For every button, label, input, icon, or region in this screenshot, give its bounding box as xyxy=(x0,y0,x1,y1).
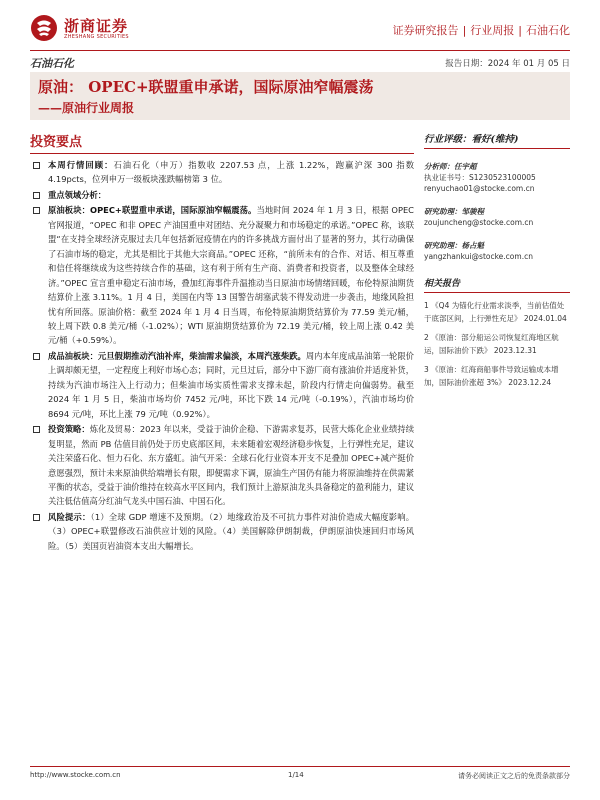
assistant-name: 研究助理：杨占魁 xyxy=(424,241,484,250)
analyst-block xyxy=(424,161,570,194)
related-report-number: 2 xyxy=(424,333,429,342)
bullet-label: 本周行情回顾： xyxy=(48,160,114,170)
bullet-crude-oil xyxy=(30,203,414,348)
assistant-block xyxy=(424,240,570,262)
related-report-date: 2024.01.04 xyxy=(523,314,567,323)
investment-summary xyxy=(30,131,414,554)
report-subtitle: ——原油行业周报 xyxy=(38,101,135,115)
related-report-title: 《Q4 为锚化行业需求淡季，当前估值处于底部区间，上行弹性充足》 xyxy=(424,301,565,323)
bullet-text: （1）全球 GDP 增速不及预期。（2）地缘政治及不可抗力事件对油价造成大幅度影响。（3）OPEC+联盟修改石油供应计划的风险。（4）美国解除伊朗制裁，伊朗原油快速回归市场风险。（5）美国页岩油资本支出大幅增长。 xyxy=(48,511,414,551)
bullet-label: 投资策略： xyxy=(48,424,90,435)
report-title: 原油： OPEC+联盟重申承诺，国际原油窄幅震荡 xyxy=(38,78,374,96)
header-tags xyxy=(393,22,570,38)
bullet-box-icon xyxy=(33,426,40,433)
related-report-title: 《原油：部分船运公司恢复红海地区航运，国际油价下跌》 xyxy=(424,333,559,355)
bullet-box-icon xyxy=(33,162,40,169)
related-report-item[interactable] xyxy=(424,331,570,357)
page-number: 1/14 xyxy=(288,771,304,779)
brand-name: 浙商证券 xyxy=(64,17,129,35)
bullet-refined-oil xyxy=(30,349,414,421)
bullet-label: 原油板块：OPEC+联盟重申承诺，国际原油窄幅震荡。 xyxy=(48,205,257,216)
assistant-name: 研究助理：邹骏程 xyxy=(424,207,484,216)
footer-divider xyxy=(30,766,570,767)
bullet-market-review xyxy=(30,158,414,187)
header-divider xyxy=(30,50,570,51)
footer-disclaimer: 请务必阅读正文之后的免责条款部分 xyxy=(458,772,570,780)
investment-heading: 投资要点 xyxy=(30,135,83,150)
brand-name-en: ZHESHANG SECURITIES xyxy=(64,34,129,40)
title-banner xyxy=(30,72,570,120)
related-report-number: 3 xyxy=(424,365,429,374)
assistant-block xyxy=(424,206,570,228)
bullet-text: 当地时间 2024 年 1 月 3 日，根据 OPEC 官网报道，“OPEC 和非 OPEC 产油国重申对团结、充分凝聚力和市场稳定的承诺。”OPEC 称，该联盟“在支持全球经济克服过去几年包括新冠疫情在内的许多挑战方面付出了显著的努力，其行动确保了石油市场的稳定，尤其是相比于其他大宗商品。”OPEC 还称，“前所未有的合作、对话、相互尊重和信任将继续成为这些持续合作的基础，这有利于所有生产商、消费者和投资者，以及整体全球经济。”OPEC 宣言重申稳定石油市场，叠加红海事件升温推动当日原油市场情绪回暖，布伦特原油期货结算价上涨 3.11%。1 月 4 日，美国在内等 13 国警告胡塞武装不得发动进一步袭击，地缘风险担忧有所回落。原油价格：截至 2024 年 1 月 4 日当周，布伦特原油期货结算价为 77.59 美元/桶，较上周下跌 0.8 美元/桶（-1.02%）；WTI 原油期货结算价为 72.19 美元/桶，较上周上涨 0.42 美元/桶（+0.59%）。 xyxy=(48,205,414,346)
bullet-label: 成品油板块：元旦假期推动汽油补库，柴油需求偏淡，本周汽涨柴跌。 xyxy=(48,350,306,361)
industry-rating: 行业评级：看好(维持) xyxy=(424,131,570,149)
related-report-item[interactable] xyxy=(424,363,570,389)
bullet-risk xyxy=(30,510,414,553)
related-report-item[interactable] xyxy=(424,299,570,325)
bullet-text: 石油石化（申万）指数收 2207.53 点，上涨 1.22%，跑赢沪深 300 指数 4.19pcts，位列申万一级板块涨跌幅榜第 3 位。 xyxy=(48,160,414,185)
page-header xyxy=(30,14,570,50)
analyst-email[interactable]: renyuchao01@stocke.com.cn xyxy=(424,184,535,193)
header-tag-report: 证券研究报告 xyxy=(392,24,459,37)
bullet-key-areas xyxy=(30,188,414,202)
related-report-number: 1 xyxy=(424,301,429,310)
footer-website-link[interactable]: http://www.stocke.com.cn xyxy=(30,771,121,779)
industry-label: 石油石化 xyxy=(30,57,74,70)
tag-divider: | xyxy=(518,24,522,37)
zheshang-logo-icon xyxy=(30,14,58,42)
bullet-label: 重点领域分析： xyxy=(48,189,107,200)
section-divider xyxy=(30,153,414,154)
bullet-box-icon xyxy=(33,514,40,521)
assistant-email[interactable]: zoujuncheng@stocke.com.cn xyxy=(424,218,534,227)
related-report-date: 2023.12.31 xyxy=(493,346,537,355)
assistant-email[interactable]: yangzhankui@stocke.com.cn xyxy=(424,252,533,261)
bullet-text: 周内本年度成品油第一轮限价上调却颇无望，一定程度上利好市场心态；同时，元旦过后，部分中下游厂商有涨油价并适度补货，持续为汽油市场注入上行动力；但柴油市场实质性需求支撑未起，阶段内行情走向偏弱势。截至 2024 年 1 月 5 日，柴油市场均价 7452 元/吨，环比下跌 14 元/吨（-0.19%），汽油市场均价 8694 元/吨，环比上涨 79 元/吨（0.92%）。 xyxy=(48,350,414,419)
related-report-title: 《原油：红海商船事件导致运输成本增加，国际油价涨超 3%》 xyxy=(424,365,559,387)
related-report-date: 2023.12.24 xyxy=(508,378,552,387)
bullet-box-icon xyxy=(33,192,40,199)
tag-divider: | xyxy=(462,24,467,37)
header-tag-weekly: 行业周报 xyxy=(470,24,515,37)
header-tag-industry: 石油石化 xyxy=(526,24,570,37)
analyst-license: 执业证书号：S1230523100005 xyxy=(424,173,536,182)
analyst-name: 分析师：任宇超 xyxy=(424,162,477,171)
sidebar xyxy=(424,131,570,389)
report-date: 报告日期：2024 年 01 月 05 日 xyxy=(445,59,570,69)
bullet-text: 炼化及贸易：2023 年以来，受益于油价企稳、下游需求复苏，民营大炼化企业业绩持续复明显，然而 PB 估值目前仍处于历史底部区间，未来随着宏观经济稳步恢复，上行弹性充足，建议关注荣盛石化、恒力石化、东方盛虹。油气开采：全球石化行业资本开支不足叠加 OPEC+减产挺价意愿强烈，预计未来原油供给端增长有限，即便需求下调，原油生产国仍有能力将原油维持在供需紧平衡的状态，受益于油价维持在较高水平区间内，我们预计上游原油龙头具备稳定的盈利能力，建议关注低估值高分红油气龙头中国石油、中国石化。 xyxy=(48,424,414,507)
bullet-label: 风险提示： xyxy=(48,511,91,522)
bullet-strategy xyxy=(30,422,414,509)
bullet-box-icon xyxy=(33,353,40,360)
bullet-box-icon xyxy=(33,207,40,214)
related-reports-heading: 相关报告 xyxy=(424,276,570,293)
